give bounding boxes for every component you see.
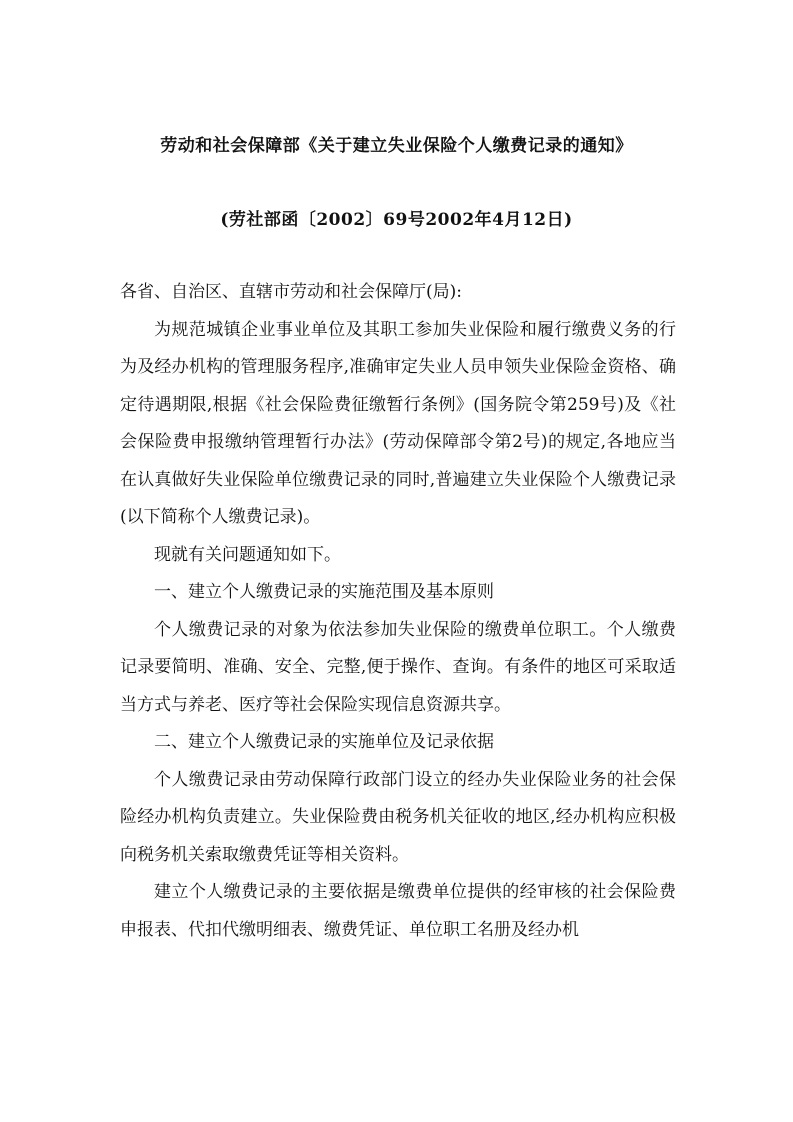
body-paragraph: 现就有关问题通知如下。	[154, 544, 341, 565]
document-subtitle: (劳社部函〔2002〕69号2002年4月12日)	[220, 210, 573, 230]
body-paragraph: 建立个人缴费记录的主要依据是缴费单位提供的经审核的社会保险费申报表、代扣代缴明细表、缴费凭证、单位职工名册及经办机	[120, 882, 676, 940]
section-heading: 二、建立个人缴费记录的实施单位及记录依据	[154, 732, 494, 752]
document-title: 劳动和社会保障部《关于建立失业保险个人缴费记录的通知》	[160, 136, 633, 156]
salutation: 各省、自治区、直辖市劳动和社会保障厅(局):	[120, 282, 462, 302]
section-heading: 一、建立个人缴费记录的实施范围及基本原则	[154, 582, 494, 602]
document-body	[120, 274, 676, 949]
body-paragraph: 个人缴费记录由劳动保障行政部门设立的经办失业保险业务的社会保险经办机构负责建立。失业保险费由税务机关征收的地区,经办机构应积极向税务机关索取缴费凭证等相关资料。	[120, 769, 676, 865]
body-paragraph: 个人缴费记录的对象为依法参加失业保险的缴费单位职工。个人缴费记录要简明、准确、安全、完整,便于操作、查询。有条件的地区可采取适当方式与养老、医疗等社会保险实现信息资源共享。	[120, 619, 676, 715]
body-paragraph: 为规范城镇企业事业单位及其职工参加失业保险和履行缴费义务的行为及经办机构的管理服务程序,准确审定失业人员申领失业保险金资格、确定待遇期限,根据《社会保险费征缴暂行条例》(国务院令第259号)及《社会保险费申报缴纳管理暂行办法》(劳动保障部令第2号)的规定,各地应当在认真做好失业保险单位缴费记录的同时,普遍建立失业保险个人缴费记录(以下简称个人缴费记录)。	[120, 319, 676, 527]
